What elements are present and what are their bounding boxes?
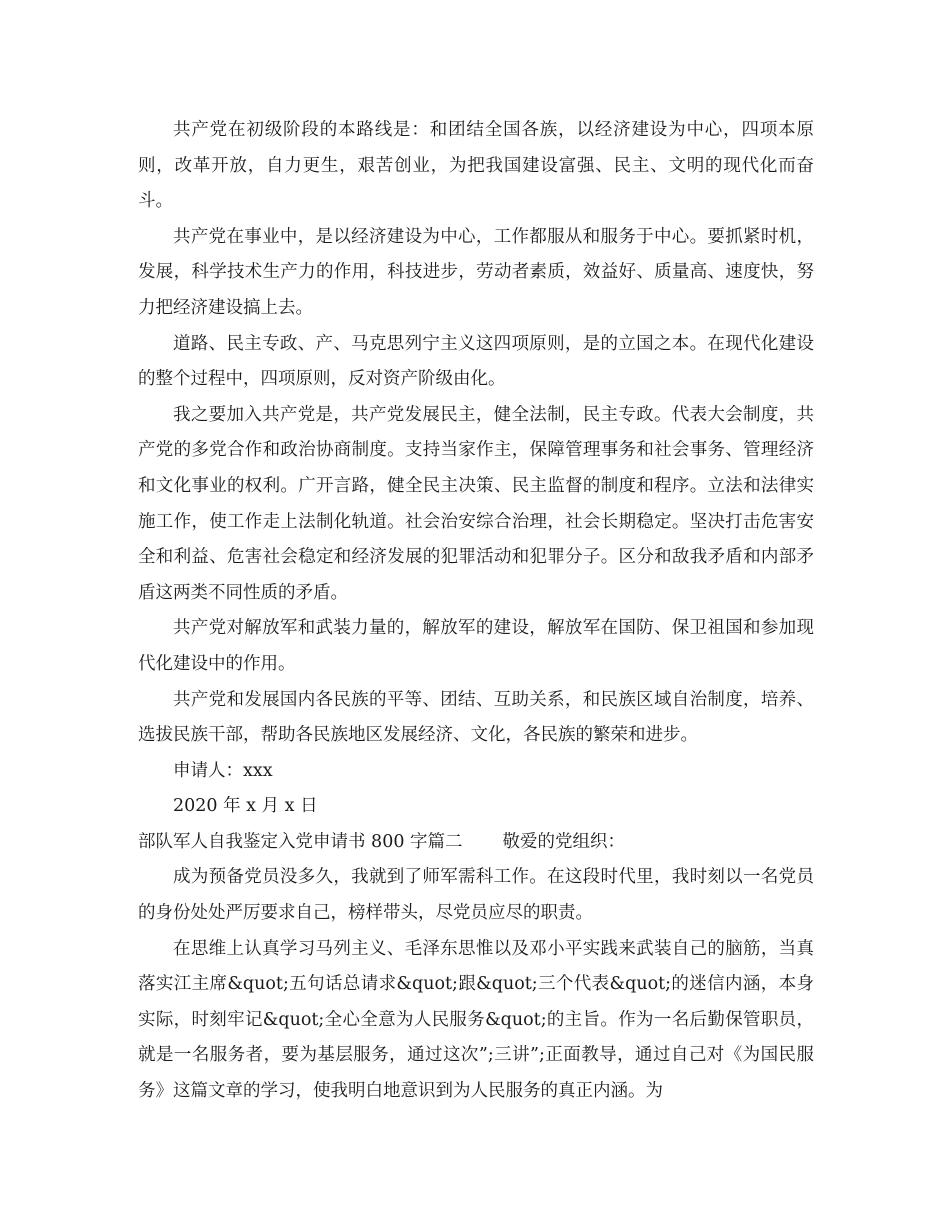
salutation: 敬爱的党组织： <box>502 831 626 852</box>
document-page <box>138 113 814 1110</box>
paragraph-2: 共产党在事业中，是以经济建设为中心，工作都服从和服务于中心。要抓紧时机，发展，科学技术生产力的作用，科技进步，劳动者素质，效益好、质量高、速度快，努力把经济建设搞上去。 <box>138 226 814 318</box>
section-heading-line <box>138 825 814 861</box>
paragraph-8: 在思维上认真学习马列主义、毛泽东思惟以及邓小平实践来武装自己的脑筋，当真落实江主席&quot;五句话总请求&quot;跟&quot;三个代表&quot;的迷信内涵，本身实际，时刻牢记&quot;全心全意为人民服务&quot;的主旨。作为一名后勤保管职员，就是一名服务者，要为基层服务，通过这次”;三讲”;正面教导，通过自己对《为国民服务》这篇文章的学习，使我明白地意识到为人民服务的真正内涵。为 <box>138 938 814 1102</box>
paragraph-7: 成为预备党员没多久，我就到了师军需科工作。在这段时代里，我时刻以一名党员的身份处处严厉要求自己，榜样带头，尽党员应尽的职责。 <box>138 867 814 924</box>
date-line: 2020 年 x 月 x 日 <box>173 796 318 817</box>
applicant-line: 申请人：xxx <box>173 760 273 781</box>
paragraph-4: 我之要加入共产党是，共产党发展民主，健全法制，民主专政。代表大会制度，共产党的多党合作和政治协商制度。支持当家作主，保障管理事务和社会事务、管理经济和文化事业的权利。广开言路，健全民主决策、民主监督的制度和程序。立法和法律实施工作，使工作走上法制化轨道。社会治安综合治理，社会长期稳定。坚决打击危害安全和利益、危害社会稳定和经济发展的犯罪活动和犯罪分子。区分和敌我矛盾和内部矛盾这两类不同性质的矛盾。 <box>138 404 814 603</box>
section-heading: 部队军人自我鉴定入党申请书 800 字篇二 <box>138 831 463 852</box>
paragraph-3: 道路、民主专政、产、马克思列宁主义这四项原则，是的立国之本。在现代化建设的整个过程中，四项原则，反对资产阶级由化。 <box>138 333 814 390</box>
paragraph-1: 共产党在初级阶段的本路线是：和团结全国各族，以经济建设为中心，四项本原则，改革开放，自力更生，艰苦创业，为把我国建设富强、民主、文明的现代化而奋斗。 <box>138 120 814 212</box>
paragraph-5: 共产党对解放军和武装力量的，解放军的建设，解放军在国防、保卫祖国和参加现代化建设中的作用。 <box>138 618 814 674</box>
paragraph-6: 共产党和发展国内各民族的平等、团结、互助关系，和民族区域自治制度，培养、选拔民族干部，帮助各民族地区发展经济、文化，各民族的繁荣和进步。 <box>138 689 814 746</box>
